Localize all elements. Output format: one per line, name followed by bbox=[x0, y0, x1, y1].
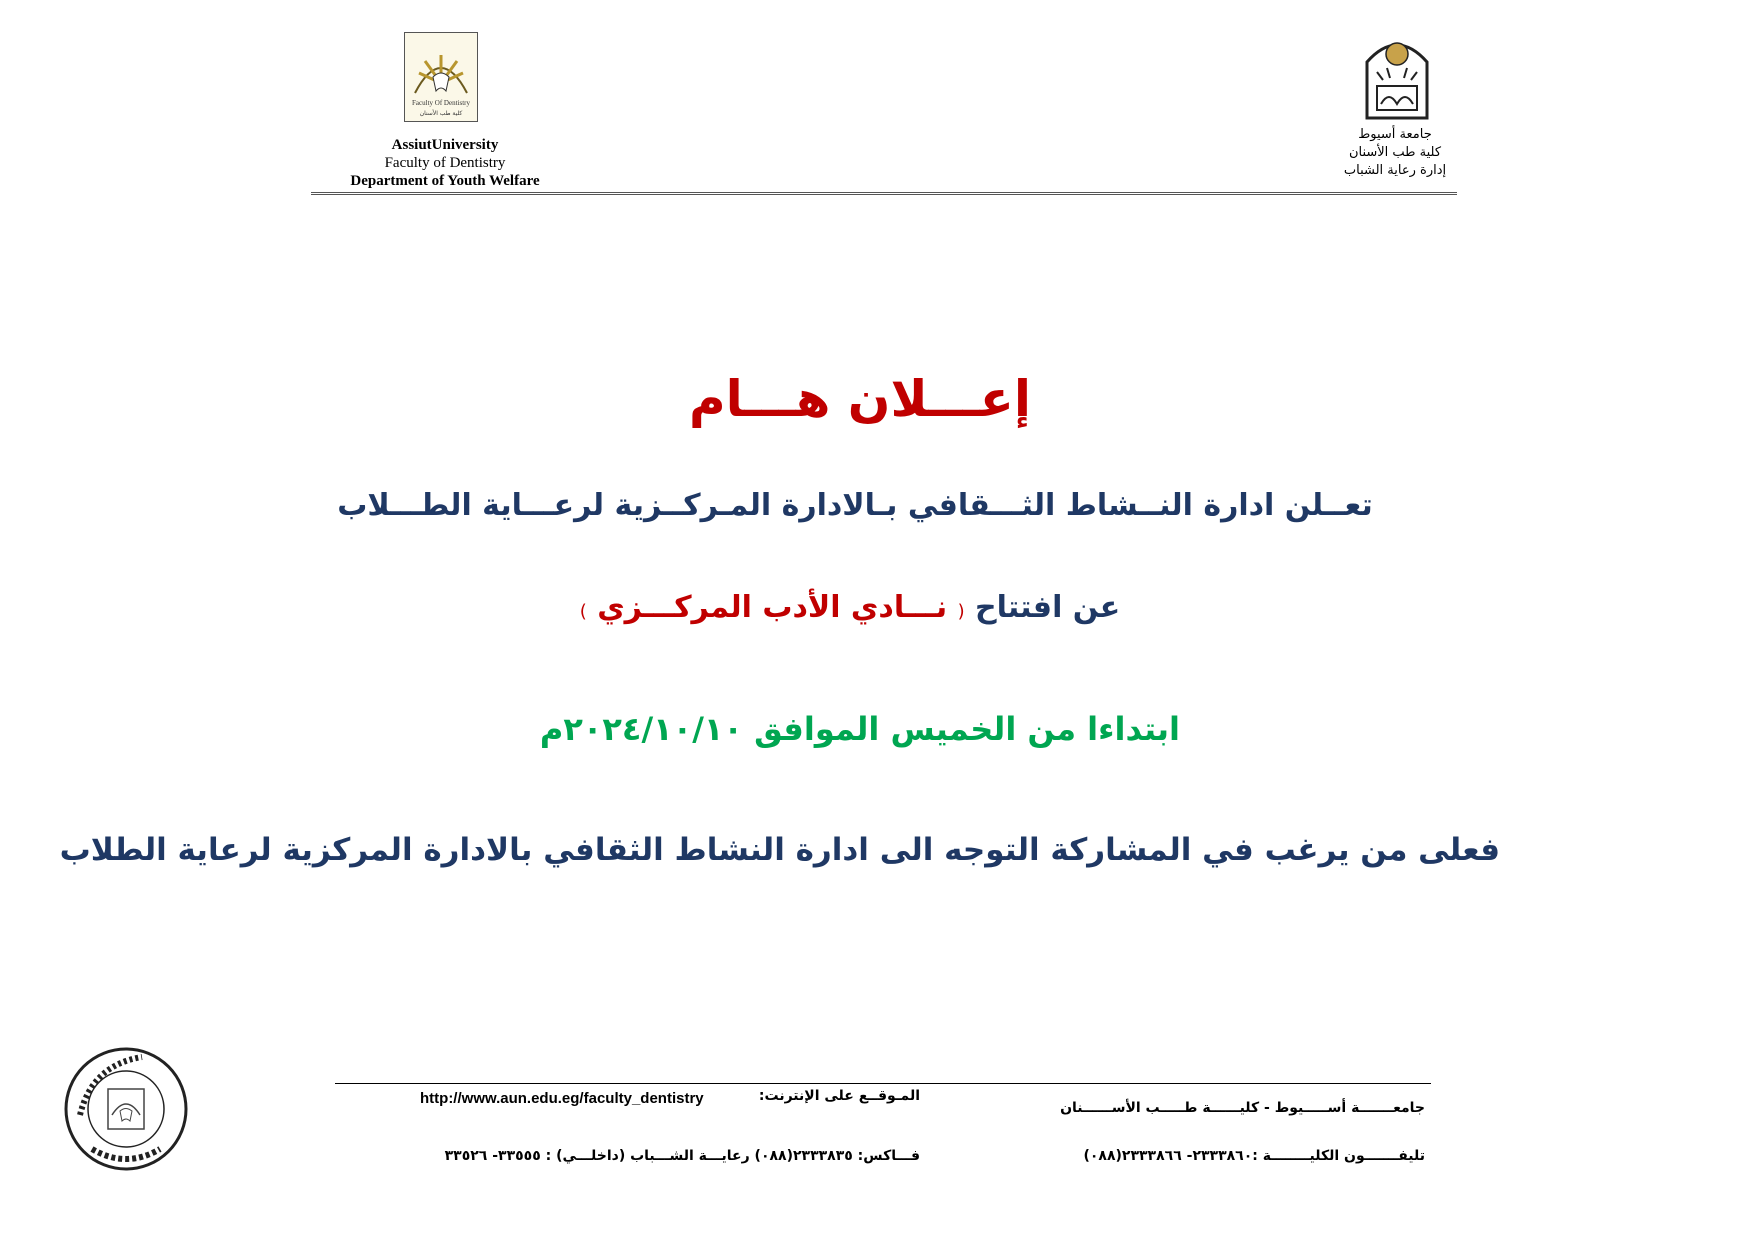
header-university-name: AssiutUniversity bbox=[391, 137, 499, 153]
header-department-name: Department of Youth Welfare bbox=[350, 173, 540, 189]
footer-phone: تليفـــــــون الكليــــــــة :٢٣٣٣٨٦٠- ٢٣٣٣٨٦٦(٠٨٨) bbox=[1083, 1148, 1425, 1164]
open-paren: ( bbox=[957, 601, 965, 622]
announcement-club-name: نـــادي الأدب المركـــزي bbox=[597, 590, 948, 625]
header-arabic-block bbox=[1320, 126, 1470, 180]
faculty-of-dentistry-logo-icon bbox=[404, 32, 478, 122]
announcement-date-line: ابتداءا من الخميس الموافق ٢٠٢٤/١٠/١٠م bbox=[539, 710, 1180, 748]
footer-website-link[interactable]: http://www.aun.edu.eg/faculty_dentistry bbox=[420, 1090, 704, 1107]
assiut-university-logo-icon bbox=[1363, 32, 1431, 120]
close-paren: ) bbox=[579, 601, 587, 622]
header-divider bbox=[311, 192, 1457, 195]
announcement-line-club bbox=[560, 590, 1140, 625]
header-faculty-name-ar: كلية طب الأسنان bbox=[1348, 145, 1442, 160]
svg-text:كلية طب الأسنان: كلية طب الأسنان bbox=[419, 110, 463, 117]
header-english-block bbox=[300, 136, 590, 190]
official-stamp-icon bbox=[62, 1045, 190, 1173]
footer-divider bbox=[335, 1083, 1431, 1084]
announcement-club-prefix: عن افتتاح bbox=[975, 590, 1121, 625]
svg-text:Faculty Of Dentistry: Faculty Of Dentistry bbox=[412, 99, 470, 107]
footer-fax: فـــاكس: ٢٣٣٣٨٣٥(٠٨٨) رعايـــة الشـــباب (داخلـــي) : ٣٣٥٥٥- ٣٣٥٢٦ bbox=[444, 1148, 920, 1164]
footer-university-name: جامعـــــــة أســـــيوط - كليــــــة طـــــب الأســــــنان bbox=[1060, 1100, 1425, 1116]
announcement-title: إعـــلان هـــام bbox=[689, 370, 1031, 428]
announcement-line-organizer: تعــلن ادارة النــشاط الثـــقافي بـالادارة المـركــزية لرعـــاية الطـــلاب bbox=[337, 488, 1373, 523]
header-department-name-ar: إدارة رعاية الشباب bbox=[1343, 163, 1447, 178]
header-faculty-name: Faculty of Dentistry bbox=[384, 155, 506, 171]
announcement-instructions: فعلى من يرغب في المشاركة التوجه الى ادارة النشاط الثقافي بالادارة المركزية لرعاية الطلاب bbox=[59, 832, 1500, 868]
header-university-name-ar: جامعة أسيوط bbox=[1358, 127, 1432, 142]
footer-website-label: المـوقــع على الإنترنت: bbox=[758, 1088, 920, 1104]
